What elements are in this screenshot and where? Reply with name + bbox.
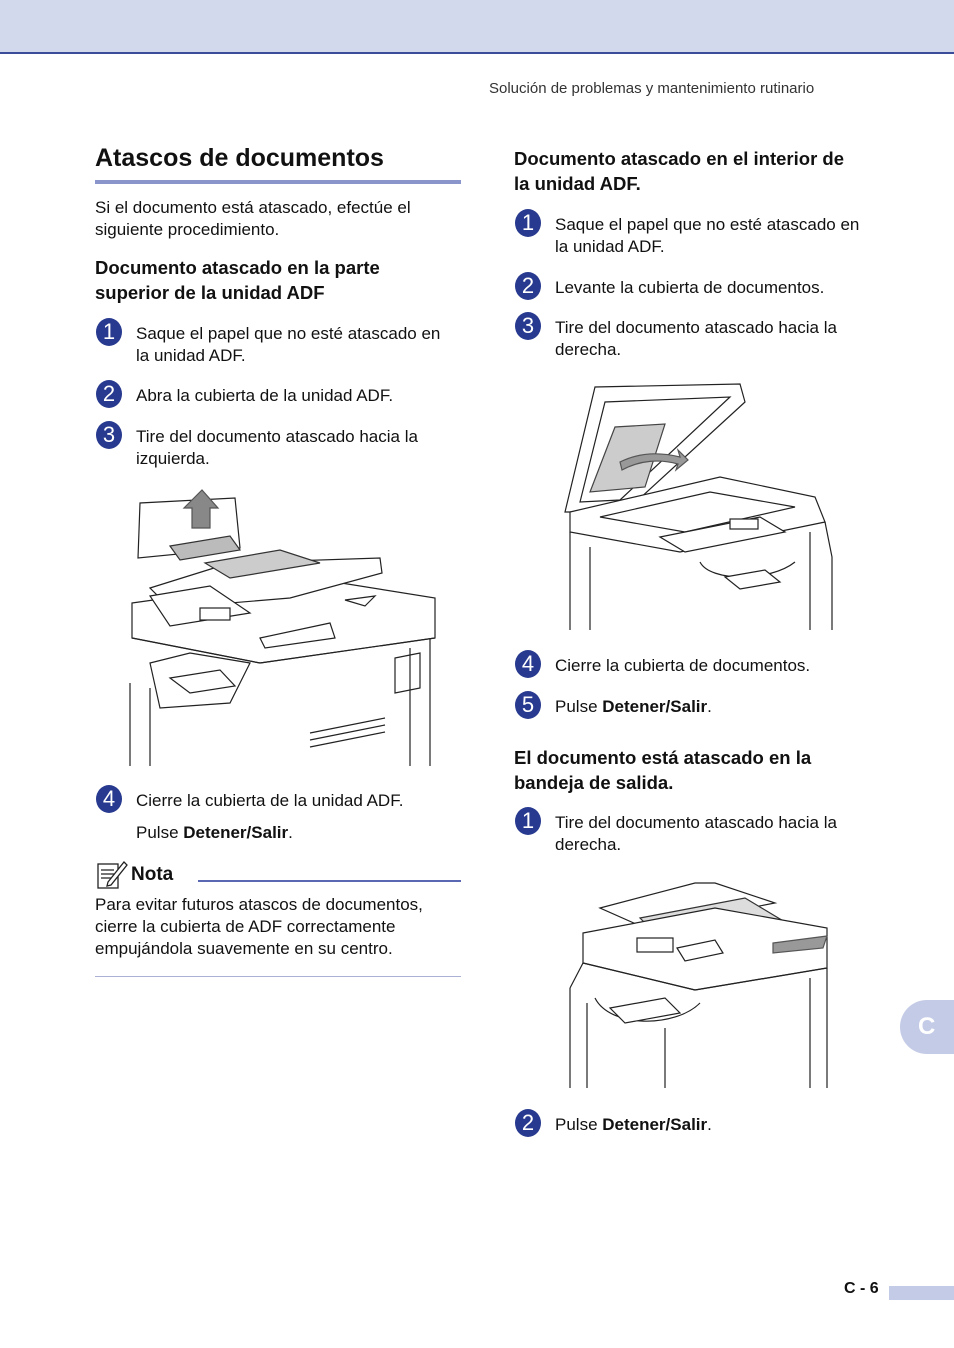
step-line: izquierda.	[136, 449, 210, 468]
intro-text: Si el documento está atascado, efectúe el siguiente procedimiento.	[95, 198, 411, 239]
step-line: Saque el papel que no esté atascado en	[555, 215, 860, 234]
step-number: 1	[96, 318, 122, 346]
chapter-tab: C	[900, 1000, 954, 1054]
step-text	[136, 426, 418, 470]
figure-document-cover-open	[560, 382, 835, 632]
step-number: 2	[515, 272, 541, 300]
step-line: la unidad ADF.	[555, 237, 665, 256]
running-header: Solución de problemas y mantenimiento rutinario	[489, 80, 815, 97]
title-underline	[95, 180, 461, 184]
step-text	[555, 214, 859, 258]
step-text: Cierre la cubierta de la unidad ADF.	[136, 791, 404, 810]
page-number-bar	[889, 1286, 954, 1300]
press-prefix: Pulse	[136, 823, 184, 842]
note-line: empujándola suavemente en su centro.	[95, 939, 393, 958]
figure-adf-top-jam	[110, 488, 442, 768]
section3-heading-line2: bandeja de salida.	[514, 772, 674, 793]
step-number: 2	[515, 1109, 541, 1137]
press-prefix: Pulse	[555, 697, 603, 716]
note-pencil-icon	[96, 858, 128, 890]
note-line: Para evitar futuros atascos de documentos,	[95, 895, 423, 914]
step-line: derecha.	[555, 835, 622, 854]
stop-exit-key: Detener/Salir	[183, 823, 289, 842]
note-line: cierre la cubierta de ADF correctamente	[95, 917, 396, 936]
step-number: 1	[515, 209, 541, 237]
step-number: 5	[515, 691, 541, 719]
step-line: derecha.	[555, 340, 622, 359]
step-text	[555, 696, 712, 718]
section3-heading	[514, 745, 894, 795]
step-text: Levante la cubierta de documentos.	[555, 278, 825, 297]
section3-heading-line1: El documento está atascado en la	[514, 747, 812, 768]
stop-exit-key: Detener/Salir	[602, 1115, 708, 1134]
press-prefix: Pulse	[555, 1115, 603, 1134]
step-number: 2	[96, 380, 122, 408]
step-text: Cierre la cubierta de documentos.	[555, 656, 811, 675]
section1-heading-line2: superior de la unidad ADF	[95, 282, 325, 303]
step-text	[555, 812, 837, 856]
step-number: 4	[96, 785, 122, 813]
step-number: 3	[96, 421, 122, 449]
note-title: Nota	[131, 864, 174, 885]
step-line: Tire del documento atascado hacia la	[136, 427, 418, 446]
section2-heading	[514, 146, 894, 196]
step-text	[555, 317, 837, 361]
note-text	[95, 894, 461, 960]
section2-heading-line2: la unidad ADF.	[514, 173, 641, 194]
step-number: 4	[515, 650, 541, 678]
step-number: 3	[515, 312, 541, 340]
step-text	[136, 323, 440, 367]
step-number: 1	[515, 807, 541, 835]
step-text: Abra la cubierta de la unidad ADF.	[136, 386, 394, 405]
press-suffix: .	[707, 1115, 712, 1134]
press-suffix: .	[288, 823, 293, 842]
page-number: C - 6	[844, 1280, 879, 1297]
step-line: Tire del documento atascado hacia la	[555, 318, 837, 337]
page-title: Atascos de documentos	[95, 144, 384, 172]
note-rule	[198, 880, 461, 882]
step-line: la unidad ADF.	[136, 346, 246, 365]
section1-heading-line1: Documento atascado en la parte	[95, 257, 380, 278]
press-stop-text	[136, 822, 293, 844]
step-line: Tire del documento atascado hacia la	[555, 813, 837, 832]
note-end-rule	[95, 976, 461, 977]
top-band	[0, 0, 954, 54]
step-text	[555, 1114, 712, 1136]
press-suffix: .	[707, 697, 712, 716]
figure-output-tray-jam	[565, 878, 835, 1093]
step-line: Saque el papel que no esté atascado en	[136, 324, 441, 343]
section1-heading	[95, 255, 461, 305]
stop-exit-key: Detener/Salir	[602, 697, 708, 716]
section2-heading-line1: Documento atascado en el interior de	[514, 148, 844, 169]
